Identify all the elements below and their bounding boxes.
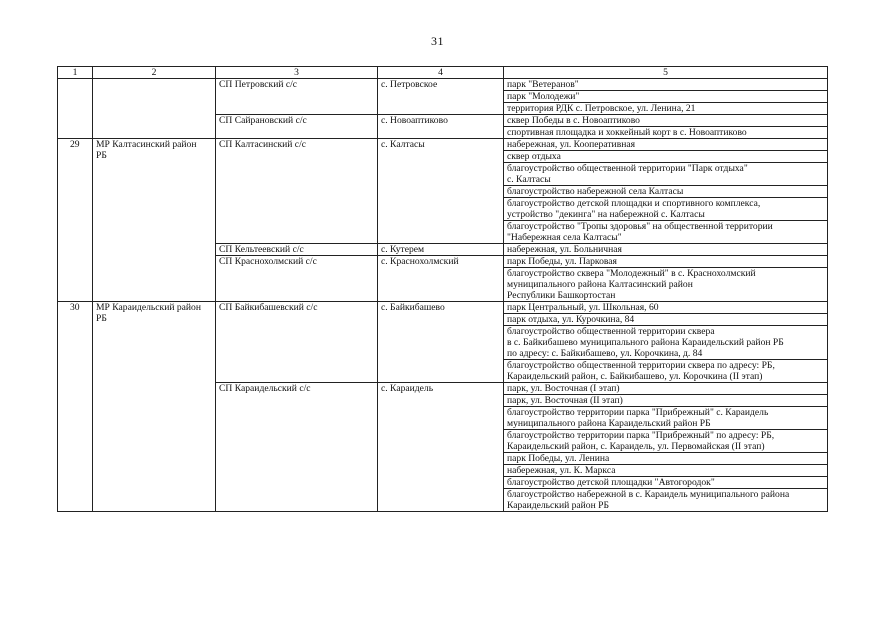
territory-item: парк "Ветеранов" [504, 79, 828, 91]
header-cell: 5 [504, 67, 828, 79]
table-row [58, 302, 828, 314]
district-name: МР Караидельский район РБ [93, 302, 216, 512]
village-name: с. Краснохолмский [378, 256, 504, 302]
territory-item: благоустройство территории парка "Прибрежный" по адресу: РБ, Караидельский район, с. Караидель, ул. Первомайская (II этап) [504, 430, 828, 453]
territory-item: парк, ул. Восточная (II этап) [504, 395, 828, 407]
header-row [58, 67, 828, 79]
header-cell: 1 [58, 67, 93, 79]
row-number: 29 [58, 139, 93, 302]
territory-item: парк, ул. Восточная (I этап) [504, 383, 828, 395]
territory-item: благоустройство общественной территории сквера в с. Байкибашево муниципального района Караидельский район РБ по адресу: с. Байкибашево, ул. Корочкина, д. 84 [504, 326, 828, 360]
territory-item: спортивная площадка и хоккейный корт в с. Новоаптиково [504, 127, 828, 139]
header-cell: 3 [216, 67, 378, 79]
territory-item: благоустройство общественной территории "Парк отдыха" с. Калтасы [504, 163, 828, 186]
village-name: с. Кутерем [378, 244, 504, 256]
territory-item: парк Победы, ул. Ленина [504, 453, 828, 465]
territory-item: парк Центральный, ул. Школьная, 60 [504, 302, 828, 314]
village-name: с. Новоаптиково [378, 115, 504, 139]
table-row [58, 79, 828, 91]
district-name [93, 79, 216, 139]
territory-item: набережная, ул. К. Маркса [504, 465, 828, 477]
territory-item: благоустройство детской площадки "Автогородок" [504, 477, 828, 489]
village-name: с. Калтасы [378, 139, 504, 244]
settlement-name: СП Калтасинский с/с [216, 139, 378, 244]
territory-item: благоустройство сквера "Молодежный" в с. Краснохолмский муниципального района Калтасинский район Республики Башкортостан [504, 268, 828, 302]
village-name: с. Байкибашево [378, 302, 504, 383]
territory-item: набережная, ул. Больничная [504, 244, 828, 256]
territory-item: сквер Победы в с. Новоаптиково [504, 115, 828, 127]
territory-item: парк "Молодежи" [504, 91, 828, 103]
registry-table [57, 66, 828, 512]
village-name: с. Петровское [378, 79, 504, 115]
territory-item: парк отдыха, ул. Курочкина, 84 [504, 314, 828, 326]
settlement-name: СП Петровский с/с [216, 79, 378, 115]
territory-item: парк Победы, ул. Парковая [504, 256, 828, 268]
settlement-name: СП Краснохолмский с/с [216, 256, 378, 302]
territory-item: территория РДК с. Петровское, ул. Ленина, 21 [504, 103, 828, 115]
settlement-name: СП Сайрановский с/с [216, 115, 378, 139]
territory-item: благоустройство набережной в с. Караидель муниципального района Караидельский район РБ [504, 489, 828, 512]
territory-item: сквер отдыха [504, 151, 828, 163]
village-name: с. Караидель [378, 383, 504, 512]
territory-item: благоустройство "Тропы здоровья" на общественной территории "Набережная села Калтасы" [504, 221, 828, 244]
row-number: 30 [58, 302, 93, 512]
territory-item: набережная, ул. Кооперативная [504, 139, 828, 151]
settlement-name: СП Кельтеевский с/с [216, 244, 378, 256]
table-row [58, 139, 828, 151]
row-number [58, 79, 93, 139]
settlement-name: СП Караидельский с/с [216, 383, 378, 512]
territory-item: благоустройство детской площадки и спортивного комплекса, устройство "декинга" на набережной с. Калтасы [504, 198, 828, 221]
district-name: МР Калтасинский район РБ [93, 139, 216, 302]
header-cell: 2 [93, 67, 216, 79]
settlement-name: СП Байкибашевский с/с [216, 302, 378, 383]
territory-item: благоустройство территории парка "Прибрежный" с. Караидель муниципального района Караидельский район РБ [504, 407, 828, 430]
header-cell: 4 [378, 67, 504, 79]
territory-item: благоустройство общественной территории сквера по адресу: РБ, Караидельский район, с. Байкибашево, ул. Корочкина (II этап) [504, 360, 828, 383]
page-number: 31 [431, 34, 444, 48]
territory-item: благоустройство набережной села Калтасы [504, 186, 828, 198]
